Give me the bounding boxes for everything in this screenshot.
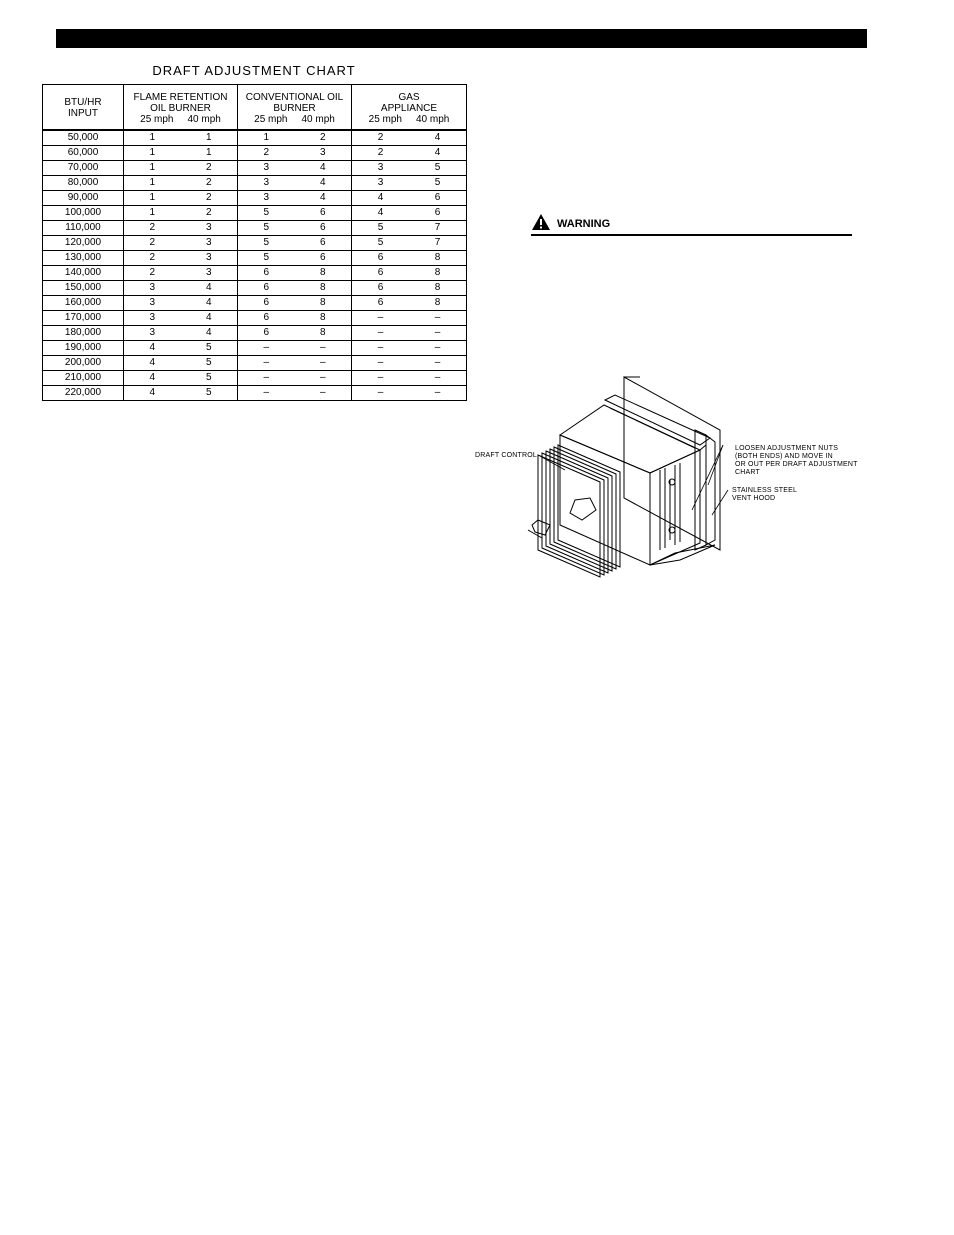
setting-cell-pair	[352, 251, 467, 266]
table-row	[43, 326, 467, 341]
setting-value: 6	[263, 267, 270, 278]
table-row	[43, 161, 467, 176]
setting-cell-pair	[352, 130, 467, 146]
setting-value: 5	[205, 387, 212, 398]
setting-value: 5	[205, 342, 212, 353]
setting-cell-pair	[238, 130, 352, 146]
setting-cell-pair	[238, 371, 352, 386]
table-row	[43, 236, 467, 251]
chart-title: DRAFT ADJUSTMENT CHART	[152, 63, 356, 78]
setting-value: –	[263, 342, 270, 353]
setting-cell-pair	[352, 281, 467, 296]
setting-cell-pair	[124, 206, 238, 221]
setting-cell-pair	[124, 236, 238, 251]
table-row	[43, 311, 467, 326]
setting-value: –	[377, 372, 384, 383]
setting-value: 3	[319, 147, 326, 158]
warning-label: WARNING	[557, 218, 611, 230]
setting-value: 6	[377, 252, 384, 263]
table-row	[43, 281, 467, 296]
table-row	[43, 130, 467, 146]
table-row	[43, 296, 467, 311]
draft-adjustment-table	[42, 84, 467, 401]
setting-cell-pair	[352, 161, 467, 176]
setting-value: 1	[205, 147, 212, 158]
setting-value: 3	[205, 267, 212, 278]
setting-value: 5	[263, 237, 270, 248]
setting-value: –	[434, 372, 441, 383]
setting-value: 4	[319, 192, 326, 203]
setting-value: 2	[205, 207, 212, 218]
setting-value: –	[377, 327, 384, 338]
setting-value: 8	[319, 282, 326, 293]
setting-cell-pair	[238, 341, 352, 356]
setting-value: 4	[377, 192, 384, 203]
setting-value: 7	[434, 222, 441, 233]
setting-cell-pair	[352, 206, 467, 221]
btu-input-cell: 50,000	[43, 130, 124, 146]
setting-cell-pair	[352, 356, 467, 371]
setting-value: 4	[319, 177, 326, 188]
setting-value: 6	[319, 207, 326, 218]
setting-cell-pair	[352, 371, 467, 386]
setting-value: –	[319, 372, 326, 383]
setting-value: 1	[149, 147, 156, 158]
btu-input-cell: 130,000	[43, 251, 124, 266]
setting-value: –	[377, 312, 384, 323]
setting-cell-pair	[124, 191, 238, 206]
setting-cell-pair	[124, 371, 238, 386]
setting-value: 5	[377, 237, 384, 248]
setting-value: 6	[263, 297, 270, 308]
setting-cell-pair	[238, 296, 352, 311]
setting-cell-pair	[238, 356, 352, 371]
setting-value: 3	[149, 297, 156, 308]
setting-cell-pair	[238, 386, 352, 401]
btu-input-cell: 150,000	[43, 281, 124, 296]
setting-cell-pair	[124, 251, 238, 266]
setting-cell-pair	[238, 191, 352, 206]
setting-value: 3	[263, 192, 270, 203]
table-row	[43, 206, 467, 221]
setting-value: 3	[149, 312, 156, 323]
setting-value: –	[434, 342, 441, 353]
setting-value: 4	[319, 162, 326, 173]
setting-cell-pair	[352, 311, 467, 326]
setting-value: –	[263, 357, 270, 368]
setting-value: 2	[377, 147, 384, 158]
setting-value: 1	[149, 192, 156, 203]
setting-value: 3	[149, 282, 156, 293]
setting-value: 4	[434, 147, 441, 158]
setting-cell-pair	[238, 236, 352, 251]
setting-value: 5	[263, 207, 270, 218]
setting-value: –	[377, 357, 384, 368]
setting-value: 1	[205, 132, 212, 143]
setting-value: 6	[434, 207, 441, 218]
setting-value: 8	[319, 267, 326, 278]
setting-value: 6	[319, 222, 326, 233]
setting-cell-pair	[352, 191, 467, 206]
btu-input-cell: 190,000	[43, 341, 124, 356]
setting-value: 2	[149, 267, 156, 278]
setting-value: 6	[319, 237, 326, 248]
vent-hood-illustration	[470, 370, 890, 590]
setting-value: 8	[319, 327, 326, 338]
warning-heading	[531, 212, 852, 236]
btu-input-cell: 70,000	[43, 161, 124, 176]
setting-cell-pair	[124, 326, 238, 341]
setting-value: –	[319, 357, 326, 368]
setting-value: –	[263, 387, 270, 398]
setting-cell-pair	[238, 311, 352, 326]
setting-cell-pair	[238, 161, 352, 176]
setting-value: 3	[149, 327, 156, 338]
table-row	[43, 221, 467, 236]
setting-cell-pair	[124, 296, 238, 311]
setting-value: 2	[205, 162, 212, 173]
setting-value: 1	[149, 177, 156, 188]
btu-input-cell: 200,000	[43, 356, 124, 371]
setting-value: 4	[434, 132, 441, 143]
setting-value: 2	[377, 132, 384, 143]
setting-cell-pair	[124, 281, 238, 296]
setting-value: 6	[263, 327, 270, 338]
setting-value: 3	[205, 222, 212, 233]
btu-input-cell: 160,000	[43, 296, 124, 311]
setting-value: –	[434, 357, 441, 368]
setting-value: 4	[205, 312, 212, 323]
setting-value: 5	[434, 177, 441, 188]
btu-input-cell: 170,000	[43, 311, 124, 326]
setting-cell-pair	[124, 311, 238, 326]
table-row	[43, 191, 467, 206]
setting-value: 3	[205, 237, 212, 248]
setting-value: 6	[319, 252, 326, 263]
setting-value: 4	[149, 387, 156, 398]
table-row	[43, 386, 467, 401]
setting-cell-pair	[238, 206, 352, 221]
setting-cell-pair	[352, 236, 467, 251]
warning-triangle-icon	[531, 213, 551, 231]
setting-value: 5	[263, 222, 270, 233]
setting-value: 8	[434, 252, 441, 263]
setting-value: 4	[205, 327, 212, 338]
setting-value: 1	[149, 207, 156, 218]
header-gas-appliance: GAS APPLIANCE 25 mph 40 mph	[352, 85, 467, 131]
setting-cell-pair	[124, 161, 238, 176]
setting-cell-pair	[352, 326, 467, 341]
setting-value: 4	[149, 357, 156, 368]
setting-value: 1	[149, 132, 156, 143]
setting-cell-pair	[352, 386, 467, 401]
setting-cell-pair	[352, 341, 467, 356]
vent-hood-callout: STAINLESS STEEL VENT HOOD	[732, 487, 798, 502]
setting-value: 2	[149, 252, 156, 263]
setting-cell-pair	[238, 281, 352, 296]
setting-value: 6	[377, 297, 384, 308]
setting-value: –	[434, 312, 441, 323]
adjustment-nuts-callout: LOOSEN ADJUSTMENT NUTS (BOTH ENDS) AND MOVE IN OR OUT PER DRAFT ADJUSTMENT CHART	[735, 445, 858, 476]
header-flame-retention: FLAME RETENTION OIL BURNER 25 mph 40 mph	[124, 85, 238, 131]
setting-value: 2	[149, 237, 156, 248]
setting-value: –	[434, 327, 441, 338]
setting-value: 6	[263, 312, 270, 323]
setting-cell-pair	[124, 266, 238, 281]
table-row	[43, 371, 467, 386]
setting-value: 8	[434, 297, 441, 308]
table-row	[43, 251, 467, 266]
header-input: BTU/HR INPUT	[43, 85, 124, 131]
setting-cell-pair	[238, 266, 352, 281]
table-row	[43, 176, 467, 191]
table-row	[43, 356, 467, 371]
setting-value: –	[319, 387, 326, 398]
setting-value: –	[434, 387, 441, 398]
setting-value: –	[263, 372, 270, 383]
setting-value: 6	[263, 282, 270, 293]
setting-value: 6	[377, 282, 384, 293]
setting-value: 2	[319, 132, 326, 143]
setting-value: 4	[205, 282, 212, 293]
setting-cell-pair	[124, 341, 238, 356]
table-row	[43, 266, 467, 281]
setting-value: 7	[434, 237, 441, 248]
btu-input-cell: 120,000	[43, 236, 124, 251]
setting-value: 4	[377, 207, 384, 218]
btu-input-cell: 90,000	[43, 191, 124, 206]
setting-value: 8	[434, 267, 441, 278]
setting-value: 6	[377, 267, 384, 278]
setting-cell-pair	[238, 251, 352, 266]
setting-value: 5	[205, 372, 212, 383]
setting-cell-pair	[124, 130, 238, 146]
setting-value: 3	[205, 252, 212, 263]
setting-cell-pair	[238, 176, 352, 191]
setting-value: 4	[149, 372, 156, 383]
setting-cell-pair	[124, 221, 238, 236]
setting-value: 5	[434, 162, 441, 173]
setting-value: 4	[149, 342, 156, 353]
setting-cell-pair	[238, 326, 352, 341]
setting-value: 3	[377, 177, 384, 188]
setting-value: 3	[377, 162, 384, 173]
setting-value: 2	[205, 192, 212, 203]
setting-cell-pair	[124, 386, 238, 401]
draft-control-diagram	[470, 370, 890, 590]
setting-value: 2	[205, 177, 212, 188]
setting-value: 3	[263, 177, 270, 188]
table-row	[43, 146, 467, 161]
btu-input-cell: 60,000	[43, 146, 124, 161]
table-body	[43, 130, 467, 401]
btu-input-cell: 100,000	[43, 206, 124, 221]
header-conventional-oil: CONVENTIONAL OIL BURNER 25 mph 40 mph	[238, 85, 352, 131]
btu-input-cell: 80,000	[43, 176, 124, 191]
header-bar	[56, 29, 867, 48]
setting-cell-pair	[352, 266, 467, 281]
btu-input-cell: 110,000	[43, 221, 124, 236]
setting-value: 5	[205, 357, 212, 368]
setting-value: 1	[263, 132, 270, 143]
setting-value: –	[377, 342, 384, 353]
setting-value: 5	[377, 222, 384, 233]
table-row	[43, 341, 467, 356]
setting-cell-pair	[124, 356, 238, 371]
setting-cell-pair	[352, 146, 467, 161]
btu-input-cell: 180,000	[43, 326, 124, 341]
setting-value: 8	[319, 312, 326, 323]
setting-cell-pair	[124, 176, 238, 191]
btu-input-cell: 140,000	[43, 266, 124, 281]
setting-value: 3	[263, 162, 270, 173]
setting-cell-pair	[352, 296, 467, 311]
setting-value: –	[377, 387, 384, 398]
draft-control-callout: DRAFT CONTROL	[475, 452, 537, 459]
setting-value: 6	[434, 192, 441, 203]
setting-value: 8	[434, 282, 441, 293]
setting-value: 5	[263, 252, 270, 263]
setting-cell-pair	[352, 221, 467, 236]
setting-value: 1	[149, 162, 156, 173]
setting-value: 4	[205, 297, 212, 308]
btu-input-cell: 210,000	[43, 371, 124, 386]
setting-cell-pair	[352, 176, 467, 191]
setting-cell-pair	[238, 221, 352, 236]
btu-input-cell: 220,000	[43, 386, 124, 401]
setting-cell-pair	[124, 146, 238, 161]
setting-value: –	[319, 342, 326, 353]
setting-value: 2	[263, 147, 270, 158]
setting-value: 2	[149, 222, 156, 233]
setting-value: 8	[319, 297, 326, 308]
setting-cell-pair	[238, 146, 352, 161]
